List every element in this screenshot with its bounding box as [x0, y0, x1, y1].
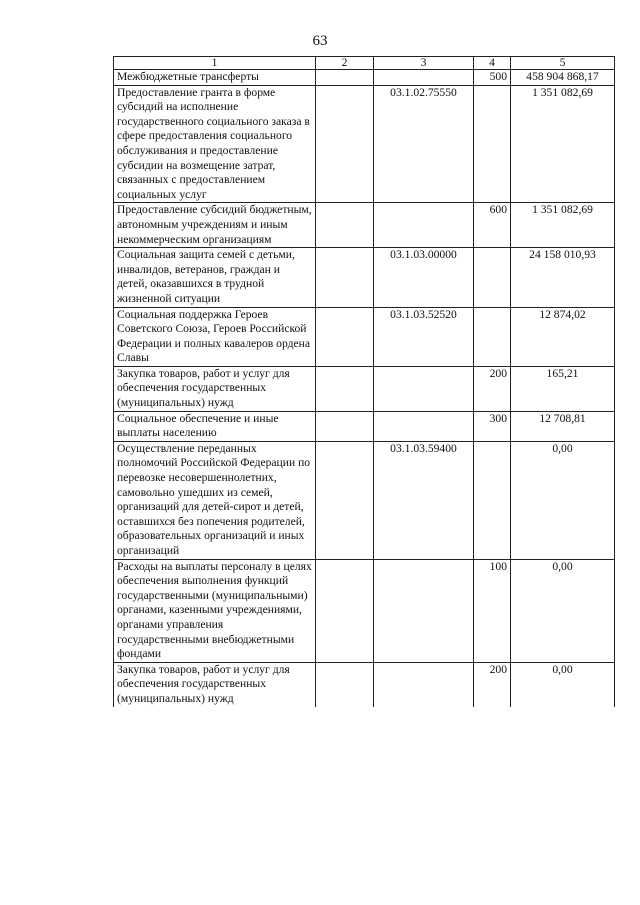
row-expense-type: [474, 441, 511, 559]
row-name: Расходы на выплаты персоналу в целях обеспечения выполнения функций государственными (муниципальными) органами, казенными учреждениями, органами управления государственными внебюджетными фондами: [114, 559, 316, 662]
row-target-code: 03.1.03.59400: [374, 441, 474, 559]
table-row: [114, 411, 615, 441]
row-expense-type: 600: [474, 203, 511, 248]
row-col-2: [316, 70, 374, 86]
table-row: [114, 441, 615, 559]
row-col-2: [316, 662, 374, 706]
row-amount: 165,21: [511, 366, 615, 411]
row-name: Осуществление переданных полномочий Российской Федерации по перевозке несовершеннолетних, самовольно ушедших из семей, организаций для детей-сирот и детей, оставшихся без попечения родителей, образовательных организаций и иных организаций: [114, 441, 316, 559]
row-col-2: [316, 248, 374, 307]
table-row: [114, 307, 615, 366]
row-expense-type: [474, 85, 511, 203]
row-expense-type: 300: [474, 411, 511, 441]
row-col-2: [316, 366, 374, 411]
row-col-2: [316, 559, 374, 662]
row-amount: 1 351 082,69: [511, 85, 615, 203]
row-expense-type: 200: [474, 662, 511, 706]
row-target-code: [374, 559, 474, 662]
table-row: [114, 248, 615, 307]
row-expense-type: 200: [474, 366, 511, 411]
row-name: Закупка товаров, работ и услуг для обеспечения государственных (муниципальных) нужд: [114, 366, 316, 411]
row-target-code: [374, 411, 474, 441]
row-amount: 24 158 010,93: [511, 248, 615, 307]
row-name: Закупка товаров, работ и услуг для обеспечения государственных (муниципальных) нужд: [114, 662, 316, 706]
row-amount: 12 874,02: [511, 307, 615, 366]
row-expense-type: [474, 307, 511, 366]
row-name: Предоставление субсидий бюджетным, автономным учреждениям и иным некоммерческим организациям: [114, 203, 316, 248]
table-row: [114, 366, 615, 411]
page-number: 63: [312, 33, 328, 49]
row-target-code: [374, 70, 474, 86]
row-amount: 458 904 868,17: [511, 70, 615, 86]
column-header-2: 2: [316, 57, 374, 70]
row-col-2: [316, 411, 374, 441]
column-header-3: 3: [374, 57, 474, 70]
row-expense-type: 500: [474, 70, 511, 86]
row-col-2: [316, 307, 374, 366]
row-target-code: [374, 366, 474, 411]
row-name: Межбюджетные трансферты: [114, 70, 316, 86]
table-header-row: [114, 57, 615, 70]
row-target-code: [374, 662, 474, 706]
row-name: Социальное обеспечение и иные выплаты населению: [114, 411, 316, 441]
row-amount: 1 351 082,69: [511, 203, 615, 248]
row-target-code: 03.1.03.52520: [374, 307, 474, 366]
table-row: [114, 85, 615, 203]
row-name: Социальная защита семей с детьми, инвалидов, ветеранов, граждан и детей, оказавшихся в трудной жизненной ситуации: [114, 248, 316, 307]
row-name: Социальная поддержка Героев Советского Союза, Героев Российской Федерации и полных кавалеров ордена Славы: [114, 307, 316, 366]
row-expense-type: [474, 248, 511, 307]
budget-table: [113, 56, 615, 707]
row-col-2: [316, 85, 374, 203]
row-amount: 0,00: [511, 441, 615, 559]
table-row: [114, 559, 615, 662]
column-header-4: 4: [474, 57, 511, 70]
row-target-code: [374, 203, 474, 248]
row-amount: 0,00: [511, 662, 615, 706]
row-col-2: [316, 441, 374, 559]
row-target-code: 03.1.02.75550: [374, 85, 474, 203]
row-target-code: 03.1.03.00000: [374, 248, 474, 307]
column-header-1: 1: [114, 57, 316, 70]
table-row: [114, 203, 615, 248]
table-row: [114, 70, 615, 86]
row-name: Предоставление гранта в форме субсидий на исполнение государственного социального заказа в сфере предоставления социального обслуживания и предоставление субсидии на возмещение затрат, связанных с предоставлением социальных услуг: [114, 85, 316, 203]
row-amount: 12 708,81: [511, 411, 615, 441]
row-amount: 0,00: [511, 559, 615, 662]
table-row: [114, 662, 615, 706]
column-header-5: 5: [511, 57, 615, 70]
row-expense-type: 100: [474, 559, 511, 662]
row-col-2: [316, 203, 374, 248]
